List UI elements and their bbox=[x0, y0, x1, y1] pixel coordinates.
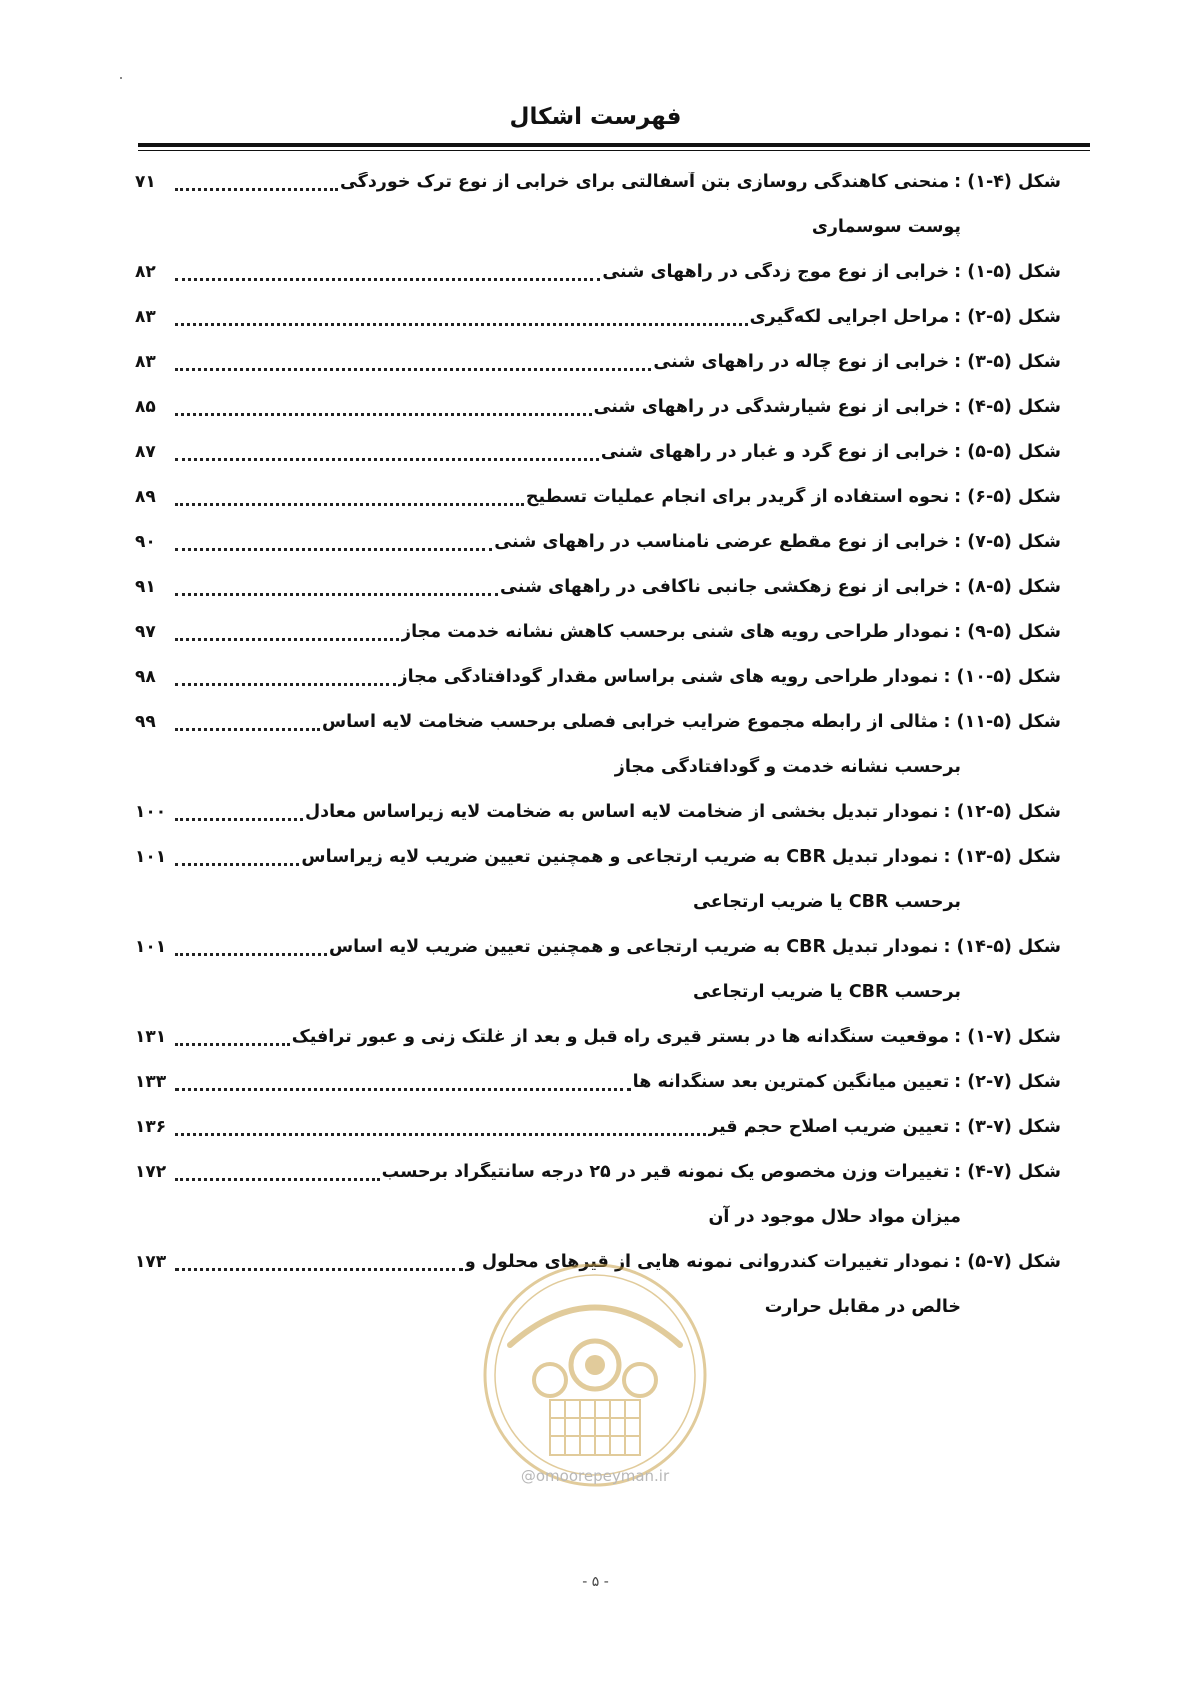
dot-leader bbox=[175, 1132, 706, 1136]
toc-entry bbox=[0, 342, 1191, 382]
toc-entry-line bbox=[135, 657, 1061, 697]
figure-label: شکل (۵-۶) : bbox=[954, 487, 1061, 507]
toc-entry-line bbox=[135, 342, 1061, 382]
figure-title: تغییرات وزن مخصوص یک نمونه قیر در ۲۵ درجه سانتیگراد برحسب bbox=[381, 1162, 950, 1182]
dot-leader bbox=[175, 682, 396, 686]
page-number: - ۵ - bbox=[582, 1574, 609, 1590]
page-ref: ۱۳۶ bbox=[135, 1117, 167, 1137]
figure-title: منحنی کاهندگی روسازی بتن آسفالتی برای خرابی از نوع ترک خوردگی bbox=[339, 172, 950, 192]
toc-entry bbox=[0, 1107, 1191, 1147]
dot-leader bbox=[175, 367, 651, 371]
page-ref: ۸۵ bbox=[135, 397, 156, 417]
toc-entry bbox=[0, 387, 1191, 427]
page-ref: ۱۷۳ bbox=[135, 1252, 167, 1272]
toc-entry-line bbox=[135, 1062, 1061, 1102]
figure-label: شکل (۷-۴) : bbox=[954, 1162, 1061, 1182]
toc-entry bbox=[0, 432, 1191, 472]
dot-leader bbox=[175, 457, 599, 461]
figure-title: نحوه استفاده از گریدر برای انجام عملیات تسطیح bbox=[525, 487, 950, 507]
figure-title: نمودار تبدیل CBR به ضریب ارتجاعی و همچنین تعیین ضریب لایه اساس bbox=[328, 937, 939, 957]
figure-title: خرابی از نوع شیارشدگی در راههای شنی bbox=[593, 397, 950, 417]
figure-title: تعیین ضریب اصلاح حجم قیر bbox=[708, 1117, 950, 1137]
toc-entry bbox=[0, 252, 1191, 292]
figure-title: موقعیت سنگدانه ها در بستر قیری راه قبل و بعد از غلتک زنی و عبور ترافیک bbox=[291, 1027, 950, 1047]
page-ref: ۷۱ bbox=[135, 172, 156, 192]
figure-title: خرابی از نوع موج زدگی در راههای شنی bbox=[602, 262, 950, 282]
toc-entry-line bbox=[135, 1152, 1061, 1192]
toc-entry-line bbox=[135, 702, 1061, 742]
page-ref: ۱۳۱ bbox=[135, 1027, 167, 1047]
figure-title: خرابی از نوع مقطع عرضی نامناسب در راههای شنی bbox=[494, 532, 950, 552]
figure-title: خرابی از نوع زهکشی جانبی ناکافی در راههای شنی bbox=[500, 577, 950, 597]
figure-title-continuation: برحسب CBR یا ضریب ارتجاعی bbox=[693, 892, 961, 912]
figure-title-continuation: میزان مواد حلال موجود در آن bbox=[708, 1207, 961, 1227]
dot-leader bbox=[175, 817, 303, 821]
page-ref: ۹۸ bbox=[135, 667, 156, 687]
toc-entry bbox=[0, 477, 1191, 517]
figure-title-continuation: برحسب نشانه خدمت و گودافتادگی مجاز bbox=[614, 757, 961, 777]
toc-entry-line bbox=[135, 252, 1061, 292]
figure-title-continuation: خالص در مقابل حرارت bbox=[764, 1297, 961, 1317]
figure-label: شکل (۵-۱۱) : bbox=[943, 712, 1061, 732]
page-ref: ۸۲ bbox=[135, 262, 156, 282]
figure-title: مراحل اجرایی لکه‌گیری bbox=[749, 307, 950, 327]
dot-leader bbox=[175, 1177, 380, 1181]
figure-label: شکل (۵-۸) : bbox=[954, 577, 1061, 597]
figure-label: شکل (۷-۱) : bbox=[954, 1027, 1061, 1047]
toc-entry bbox=[0, 837, 1191, 877]
page-ref: ۱۰۰ bbox=[135, 802, 167, 822]
figure-label: شکل (۵-۳) : bbox=[954, 352, 1061, 372]
dot-leader bbox=[175, 1267, 463, 1271]
figure-label: شکل (۵-۲) : bbox=[954, 307, 1061, 327]
toc-entry bbox=[0, 702, 1191, 742]
dot-leader bbox=[175, 637, 399, 641]
figure-label: شکل (۵-۷) : bbox=[954, 532, 1061, 552]
toc-entry-line bbox=[135, 1107, 1061, 1147]
dot-leader bbox=[175, 322, 748, 326]
toc-entry-line bbox=[135, 567, 1061, 607]
page-ref: ۹۱ bbox=[135, 577, 156, 597]
watermark-url: @omoorepeyman.ir bbox=[520, 1467, 670, 1485]
figure-label: شکل (۵-۱) : bbox=[954, 262, 1061, 282]
figure-label: شکل (۵-۱۰) : bbox=[943, 667, 1061, 687]
dot-leader bbox=[175, 592, 498, 596]
toc-entry bbox=[0, 1017, 1191, 1057]
figure-label: شکل (۴-۱) : bbox=[954, 172, 1061, 192]
page-ref: ۹۹ bbox=[135, 712, 156, 732]
toc-entry bbox=[0, 1062, 1191, 1102]
page-title: فهرست اشکال bbox=[509, 104, 682, 130]
page-ref: ۹۰ bbox=[135, 532, 156, 552]
figure-title: تعیین میانگین کمترین بعد سنگدانه ها bbox=[632, 1072, 950, 1092]
toc-entry bbox=[0, 522, 1191, 562]
figure-title: نمودار تغییرات کندروانی نمونه هایی از قیرهای محلول و bbox=[464, 1252, 950, 1272]
figure-label: شکل (۷-۲) : bbox=[954, 1072, 1061, 1092]
page-ref: ۱۰۱ bbox=[135, 847, 167, 867]
dot-leader bbox=[175, 277, 600, 281]
page-ref: ۱۰۱ bbox=[135, 937, 167, 957]
page-ref: ۸۹ bbox=[135, 487, 156, 507]
toc-entry-line bbox=[135, 1017, 1061, 1057]
toc-entry bbox=[0, 162, 1191, 202]
toc-entry-line bbox=[135, 432, 1061, 472]
figure-title: خرابی از نوع چاله در راههای شنی bbox=[653, 352, 950, 372]
figure-title-continuation: پوست سوسماری bbox=[811, 217, 961, 237]
toc-entry bbox=[0, 567, 1191, 607]
figure-title: نمودار طراحی رویه های شنی برحسب کاهش نشانه خدمت مجاز bbox=[401, 622, 950, 642]
scan-speck bbox=[120, 77, 122, 79]
page-ref: ۹۷ bbox=[135, 622, 156, 642]
figure-title: نمودار تبدیل بخشی از ضخامت لایه اساس به ضخامت لایه زیراساس معادل bbox=[304, 802, 939, 822]
toc-entry bbox=[0, 1152, 1191, 1192]
toc-entry-line bbox=[135, 387, 1061, 427]
figure-label: شکل (۵-۹) : bbox=[954, 622, 1061, 642]
toc-entry-line bbox=[135, 477, 1061, 517]
toc-entry-line bbox=[135, 522, 1061, 562]
page-ref: ۸۷ bbox=[135, 442, 156, 462]
figure-label: شکل (۵-۴) : bbox=[954, 397, 1061, 417]
figure-label: شکل (۵-۱۴) : bbox=[943, 937, 1061, 957]
watermark-logo bbox=[470, 1250, 720, 1500]
title-rule-thin bbox=[138, 150, 1090, 151]
toc-entry bbox=[0, 297, 1191, 337]
dot-leader bbox=[175, 187, 338, 191]
toc-entry bbox=[0, 612, 1191, 652]
toc-entry-line bbox=[135, 927, 1061, 967]
toc-entry-line bbox=[135, 297, 1061, 337]
toc-entry-line bbox=[135, 837, 1061, 877]
toc-entry bbox=[0, 657, 1191, 697]
toc-entry-line bbox=[135, 162, 1061, 202]
page-ref: ۸۳ bbox=[135, 352, 156, 372]
page-ref: ۸۳ bbox=[135, 307, 156, 327]
dot-leader bbox=[175, 412, 592, 416]
toc-entry-line bbox=[135, 792, 1061, 832]
dot-leader bbox=[175, 1087, 631, 1091]
dot-leader bbox=[175, 952, 327, 956]
title-rule-thick bbox=[138, 143, 1090, 147]
dot-leader bbox=[175, 727, 320, 731]
toc-entry-line bbox=[135, 612, 1061, 652]
figure-label: شکل (۵-۱۲) : bbox=[943, 802, 1061, 822]
figure-title: خرابی از نوع گرد و غبار در راههای شنی bbox=[600, 442, 950, 462]
figure-label: شکل (۷-۵) : bbox=[954, 1252, 1061, 1272]
dot-leader bbox=[175, 547, 492, 551]
figure-title-continuation: برحسب CBR یا ضریب ارتجاعی bbox=[693, 982, 961, 1002]
dot-leader bbox=[175, 502, 524, 506]
figure-title: نمودار طراحی رویه های شنی براساس مقدار گودافتادگی مجاز bbox=[397, 667, 939, 687]
figure-title: مثالی از رابطه مجموع ضرایب خرابی فصلی برحسب ضخامت لایه اساس bbox=[322, 712, 939, 732]
figure-label: شکل (۵-۱۳) : bbox=[943, 847, 1061, 867]
toc-entry bbox=[0, 927, 1191, 967]
figure-label: شکل (۵-۵) : bbox=[954, 442, 1061, 462]
dot-leader bbox=[175, 862, 299, 866]
dot-leader bbox=[175, 1042, 290, 1046]
toc-entry bbox=[0, 792, 1191, 832]
figure-label: شکل (۷-۳) : bbox=[954, 1117, 1061, 1137]
page-ref: ۱۳۳ bbox=[135, 1072, 167, 1092]
figure-title: نمودار تبدیل CBR به ضریب ارتجاعی و همچنین تعیین ضریب لایه زیراساس bbox=[301, 847, 939, 867]
page-ref: ۱۷۲ bbox=[135, 1162, 167, 1182]
